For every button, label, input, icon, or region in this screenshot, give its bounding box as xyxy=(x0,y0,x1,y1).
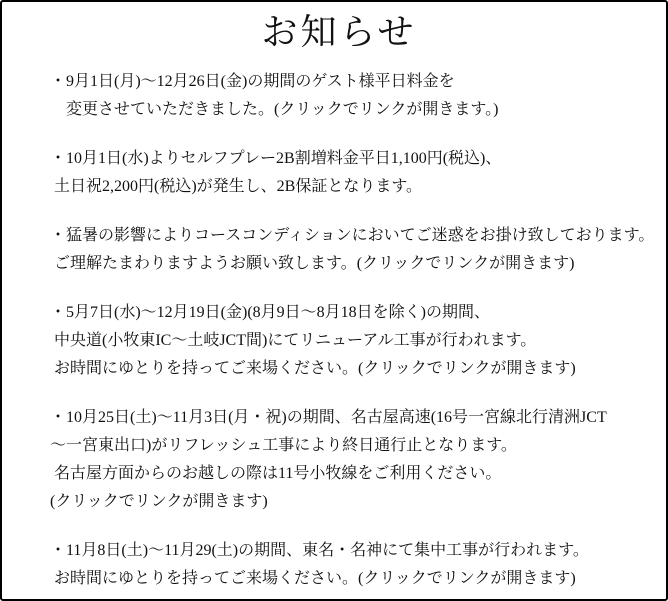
notice-line: 土日祝2,200円(税込)が発生し、2B保証となります。 xyxy=(50,178,423,195)
notice-line: ・10月1日(水)よりセルフプレー2B割増料金平日1,100円(税込)、 xyxy=(50,150,502,167)
notice-line: 中央道(小牧東IC～土岐JCT間)にてリニューアル工事が行われます。 xyxy=(50,332,537,349)
notice-line: ・9月1日(月)～12月26日(金)の期間のゲスト様平日料金を xyxy=(50,73,455,90)
notice-line: お時間にゆとりを持ってご来場ください。(クリックでリンクが開きます) xyxy=(50,570,576,587)
notice-item-nagoya-expressway-works[interactable] xyxy=(50,404,658,516)
notice-item-tomei-meishin-works[interactable] xyxy=(50,537,658,593)
notice-line: ～一宮東出口)がリフレッシュ工事により終日通行止となります。 xyxy=(50,437,517,454)
notice-line: (クリックでリンクが開きます) xyxy=(50,493,268,510)
notice-line: ・11月8日(土)～11月29(土)の期間、東名・名神にて集中工事が行われます。 xyxy=(50,542,589,559)
notice-line: ・猛暑の影響によりコースコンディションにおいてご迷惑をお掛け致しております。 xyxy=(50,227,655,244)
notice-line: ご理解たまわりますようお願い致します。(クリックでリンクが開きます) xyxy=(50,255,575,272)
notice-line: ・10月25日(土)～11月3日(月・祝)の期間、名古屋高速(16号一宮線北行清洲JCT xyxy=(50,409,607,426)
notice-line: お時間にゆとりを持ってご来場ください。(クリックでリンクが開きます) xyxy=(50,360,576,377)
notice-item-course-condition[interactable] xyxy=(50,222,658,278)
notice-line: 変更させていただきました。(クリックでリンクが開きます。) xyxy=(50,101,499,118)
notice-item-chuo-expressway-works[interactable] xyxy=(50,299,658,383)
notice-item-2b-surcharge xyxy=(50,145,658,201)
page-title: お知らせ xyxy=(261,12,417,52)
notice-item-guest-weekday-fee[interactable] xyxy=(50,68,658,124)
notice-line: 名古屋方面からのお越しの際は11号小牧線をご利用ください。 xyxy=(50,465,502,482)
notice-line: ・5月7日(水)～12月19日(金)(8月9日～8月18日を除く)の期間、 xyxy=(50,304,490,321)
